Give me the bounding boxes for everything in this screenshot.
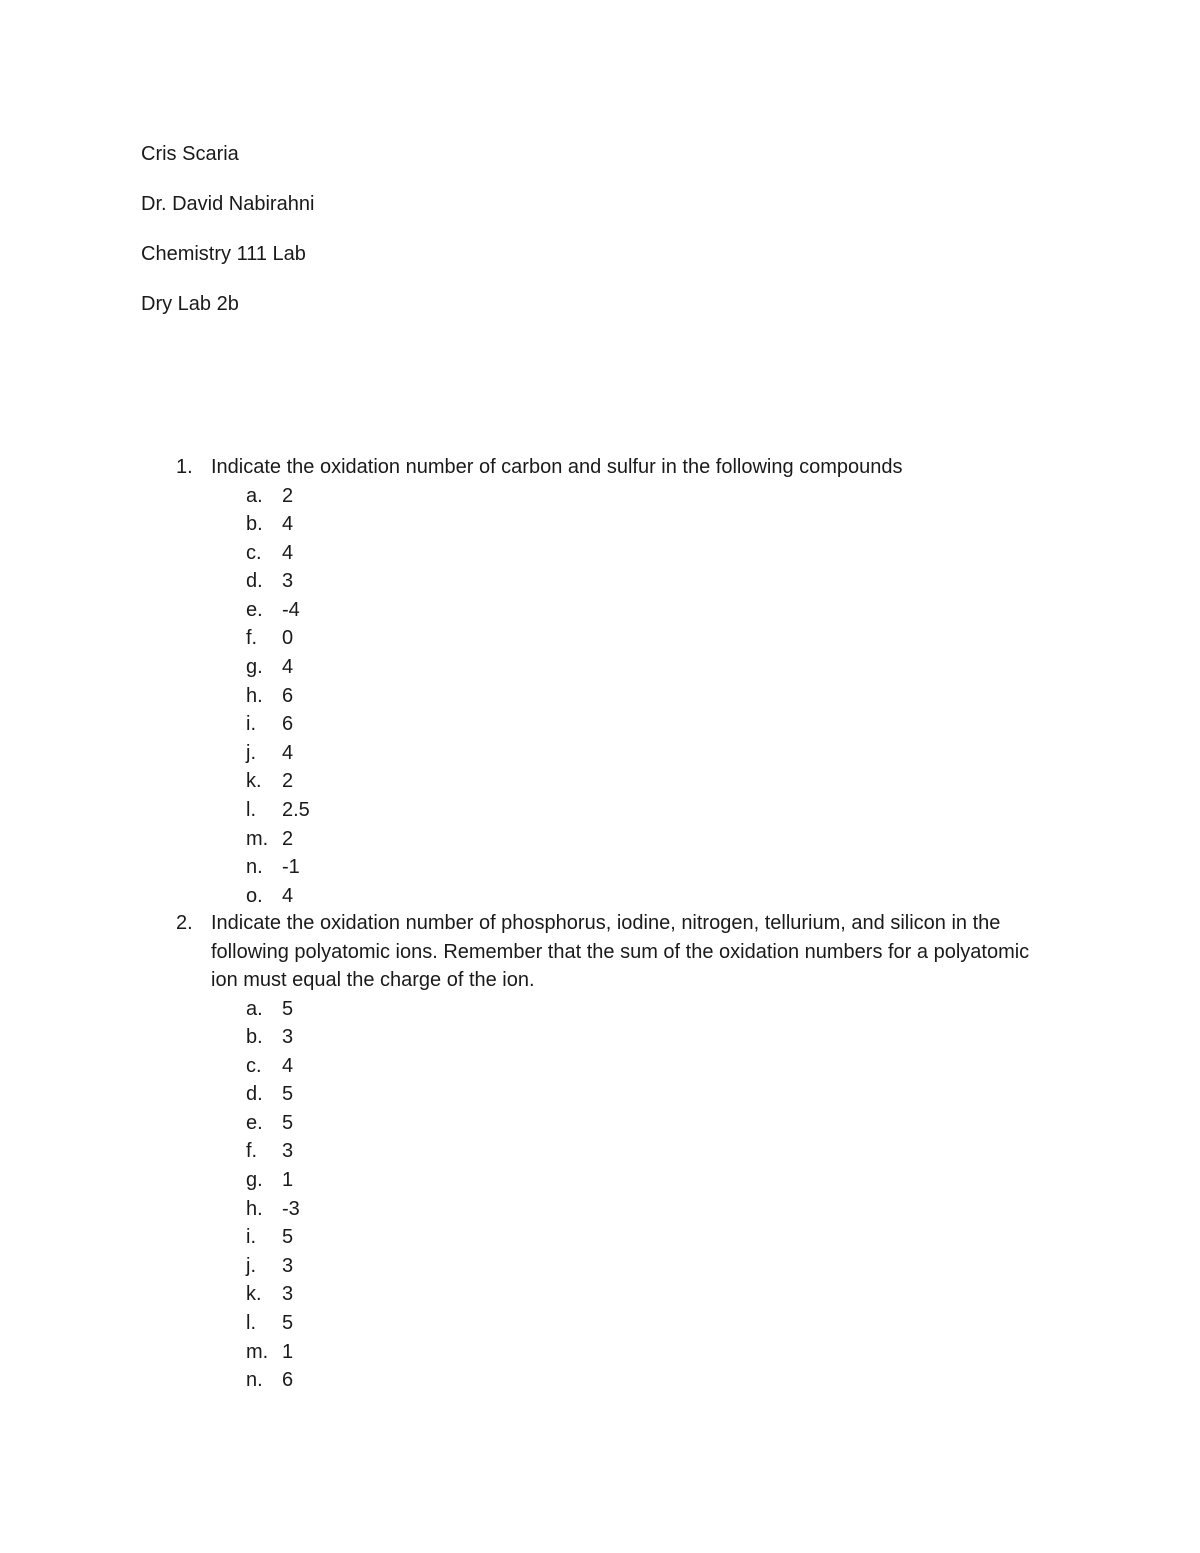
assignment-title: Dry Lab 2b <box>141 293 239 315</box>
answer-value: 4 <box>282 741 294 764</box>
answer-value: 5 <box>282 1111 294 1134</box>
answer-letter: j. <box>246 1254 256 1277</box>
question-text: Indicate the oxidation number of phosphorus, iodine, nitrogen, tellurium, and silicon in the following polyatomic ions. Remember that the sum of the oxidation numbers for a polyatomic ion must equal the charge of the ion. <box>211 912 1030 991</box>
answer-value: 2.5 <box>282 799 310 822</box>
answer-value: 3 <box>282 1026 294 1049</box>
answer-letter: e. <box>246 598 263 621</box>
answer-value: -1 <box>282 856 300 879</box>
answer-value: 2 <box>282 827 294 850</box>
answer-letter: f. <box>246 627 258 650</box>
question-text: Indicate the oxidation number of carbon and sulfur in the following compounds <box>211 456 903 478</box>
answer-letter: c. <box>246 1054 262 1077</box>
answer-value: 1 <box>282 1340 294 1363</box>
answer-value: 3 <box>282 1254 294 1277</box>
answer-letter: k. <box>246 770 262 793</box>
answer-value: 5 <box>282 1083 294 1106</box>
answer-value: 5 <box>282 1312 294 1335</box>
answer-letter: m. <box>246 1340 269 1363</box>
answer-letter: d. <box>246 570 263 593</box>
answer-value: 2 <box>282 484 294 507</box>
answer-letter: b. <box>246 513 263 536</box>
answer-value: 6 <box>282 713 294 736</box>
answer-letter: f. <box>246 1140 258 1163</box>
answer-letter: o. <box>246 884 263 907</box>
answer-letter: e. <box>246 1111 263 1134</box>
answer-letter: h. <box>246 684 263 707</box>
answer-letter: c. <box>246 541 262 564</box>
answer-value: 4 <box>282 541 294 564</box>
answer-value: -3 <box>282 1197 300 1220</box>
answer-value: 4 <box>282 656 294 679</box>
instructor-name: Dr. David Nabirahni <box>141 193 315 215</box>
answer-value: 1 <box>282 1169 294 1192</box>
answer-value: 3 <box>282 570 294 593</box>
answer-letter: g. <box>246 1169 263 1192</box>
answer-value: 4 <box>282 513 294 536</box>
answer-value: -4 <box>282 598 300 621</box>
answer-letter: a. <box>246 484 263 507</box>
answer-value: 6 <box>282 684 294 707</box>
answer-letter: i. <box>246 713 256 736</box>
answer-letter: a. <box>246 997 263 1020</box>
answer-value: 2 <box>282 770 294 793</box>
answer-letter: i. <box>246 1226 256 1249</box>
answer-value: 0 <box>282 627 294 650</box>
answer-letter: l. <box>246 1312 256 1335</box>
answer-value: 5 <box>282 997 294 1020</box>
answer-letter: d. <box>246 1083 263 1106</box>
answer-value: 4 <box>282 884 294 907</box>
answer-value: 6 <box>282 1369 294 1392</box>
answer-letter: m. <box>246 827 269 850</box>
question-number: 2. <box>176 912 193 934</box>
answer-letter: l. <box>246 799 256 822</box>
answer-letter: b. <box>246 1026 263 1049</box>
answer-letter: k. <box>246 1283 262 1306</box>
answer-value: 4 <box>282 1054 294 1077</box>
answer-letter: n. <box>246 856 263 879</box>
answer-letter: n. <box>246 1369 263 1392</box>
answer-letter: g. <box>246 656 263 679</box>
answer-letter: j. <box>246 741 256 764</box>
course-name: Chemistry 111 Lab <box>141 243 306 265</box>
answer-value: 3 <box>282 1283 294 1306</box>
answer-letter: h. <box>246 1197 263 1220</box>
answer-value: 3 <box>282 1140 294 1163</box>
student-name: Cris Scaria <box>141 143 239 165</box>
answer-value: 5 <box>282 1226 294 1249</box>
question-number: 1. <box>176 456 193 478</box>
